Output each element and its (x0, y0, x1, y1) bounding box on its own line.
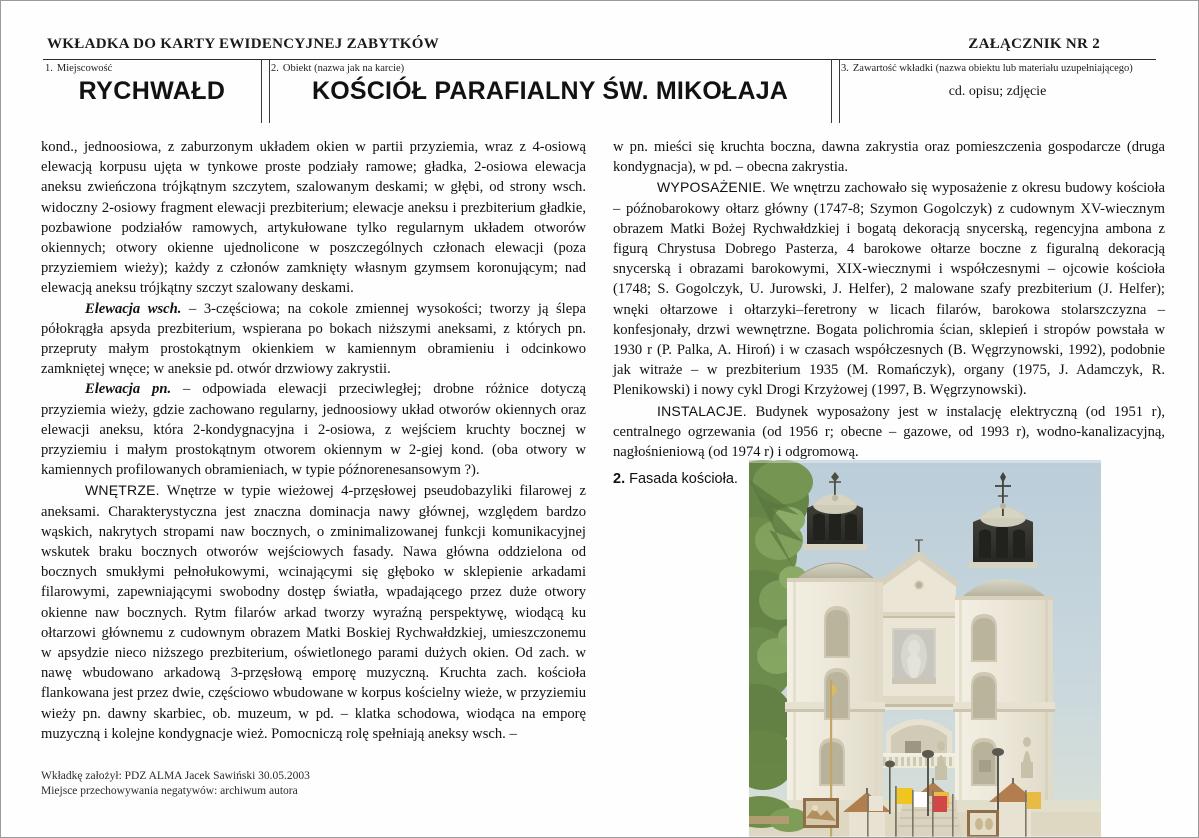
text-wnetrze: Wnętrze w typie wieżowej 4-przęsłowej pseudobazyliki filarowej z aneksami. Charakterystyczna jest znaczna dominacja nawy głównej, względem bardzo wąskich, nakrytych stropami naw bocznych, o zminimalizowanej funkcji komunikacyjnej wskutek braku bocznych otworów wejściowych fasady. Nawa główna oddzielona od bocznych smukłymi pełnołukowymi, wcinającymi się głęboko w sklepienie arkadami filarowymi, zapewniającymi swobodny dostęp światła, wpadającego przez duże otwory okienne naw bocznych. Rytm filarów arkad tworzy wyraźną perspektywę, wiodącą ku ołtarzowi głównemu z cudownym obrazem Matki Boskiej Rychwałdzkiej, umieszczonemu w apsydzie nieco niższego prezbiterium, oświetlonego parami dużych okien. Od zach. w nawę wbudowano arkadową 3-przęsłową emporę muzyczną. Kruchta zach. kościoła flankowana jest przez dwie, częściowo wbudowane w korpus kościelny wieże, w przyziemiu wieży pn. dawny skarbiec, ob. muzeum, w pd. – klatka schodowa, wiodąca na emporę muzyczną i kolejne kondygnacje wież. Pomocniczą rolę spełniają aneksy wsch. – (41, 483, 586, 742)
heading-wyposazenie: WYPOSAŻENIE. (657, 179, 766, 196)
attachment-number: ZAŁĄCZNIK NR 2 (968, 36, 1100, 52)
text-instalacje: Budynek wyposażony jest w instalację elektryczną (od 1951 r), centralnego ogrzewania (od 1956 r; obecne – gazowe, od 1993 r), wodno-kanalizacyjną, nagłośnieniową (od 1974 r) i odgromową. (613, 403, 1165, 461)
paragraph-wnetrze (41, 480, 586, 744)
cell-number-3: 3. (841, 63, 849, 74)
header-cell-object (269, 59, 831, 123)
paragraph-wyposazenie (613, 177, 1165, 400)
content-value: cd. opisu; zdjęcie (948, 84, 1047, 99)
paragraph-aneksy-continued: w pn. mieści się kruchta boczna, dawna zakrystia oraz pomieszczenia gospodarcze (druga kondygnacja), w pd. – obecna zakrystia. (613, 139, 1165, 176)
paragraph-elewacja-pn (41, 379, 586, 480)
cell-label-text-1: Miejscowość (56, 63, 113, 74)
photo-image (749, 460, 1101, 838)
left-text-column (41, 137, 586, 744)
paragraph-elewacja-wsch (41, 299, 586, 380)
heading-elewacja-wsch: Elewacja wsch. (85, 300, 182, 317)
text-elewacja-wsch: – 3-częściowa; na cokole zmiennej wysokości; tworzy ją ślepa półokrągła apsyda prezbiterium, wspierana po bokach niższymi aneksami, z których pn. przepruty małym prostokątnym okienkiem w kamiennym obramieniu i odcinkowo zamkniętej wnęce; w aneksie pd. otwór drzwiowy zakrystii. (41, 300, 586, 378)
footer-block (41, 769, 310, 799)
text-elewacja-pn: – odpowiada elewacji przeciwległej; drobne różnice dotyczą przyziemia wieży, gdzie zachowano regularny, jednoosiowy układ otworów okiennych oraz elewacji aneksu, która 2-kondygnacyjna i 2-osiowa, z wejściem kruchty bocznej w przyziemiu i małym prostokątnym otworem okiennym w 2-giej kond. (oba otwory w kamiennych profilowanych obramieniach, w typie późnorenesansowym ?). (41, 381, 586, 479)
cell-label-text-2: Obiekt (nazwa jak na karcie) (282, 63, 405, 74)
cell-number-2: 2. (271, 63, 279, 74)
photo-church-facade (749, 460, 1101, 838)
header-cell-content (839, 59, 1156, 123)
document-title: WKŁADKA DO KARTY EWIDENCYJNEJ ZABYTKÓW (47, 36, 440, 52)
header-titles (43, 36, 1156, 58)
cell-label-text-3: Zawartość wkładki (nazwa obiektu lub materiału uzupełniającego) (852, 63, 1133, 74)
header-table (43, 59, 1156, 123)
paragraph-instalacje (613, 401, 1165, 463)
locality-value: RYCHWAŁD (78, 77, 226, 105)
cell-label-content (839, 59, 1156, 74)
paragraph-facade-continued: kond., jednoosiowa, z zaburzonym układem okien w partii przyziemia, wraz z 4-osiową elewacją korpusu ujęta w tynkowe proste podziały ramowe; gładka, 2-osiowa elewacja aneksu zwieńczona trójkątnym szczytem, szalowanym deskami; w głębi, od strony wsch. widoczny 2-osiowy fragment elewacji prezbiterium; elewacje aneksu i prezbiterium gładkie, pozbawione podziałów ramowych, artykułowane tylko regularnym układem otworów okiennych; otwory okienne ujednolicone w poszczególnych członach elewacji (poza przyziemiem wieży); każdy z członów zamknięty własnym gzymsem koronującym; nad elewacją aneksu trójkątny szczyt szalowany deskami. (41, 139, 586, 297)
photo-caption-number: 2. (613, 471, 626, 487)
cell-label-object (269, 59, 831, 74)
photo-caption-text: Fasada kościoła. (629, 471, 738, 487)
cell-number-1: 1. (45, 63, 53, 74)
footer-author-line: Wkładkę założył: PDZ ALMA Jacek Sawiński 30.05.2003 (41, 770, 310, 782)
heading-elewacja-pn: Elewacja pn. (85, 381, 172, 398)
footer-negatives-line: Miejsce przechowywania negatywów: archiwum autora (41, 785, 298, 797)
cell-label-locality (43, 59, 261, 74)
table-vline-3 (831, 59, 832, 123)
header-cell-locality (43, 59, 261, 123)
text-wyposazenie: We wnętrzu zachowało się wyposażenie z okresu budowy kościoła – późnobarokowy ołtarz główny (1747-8; Szymon Gogolczyk) z cudownym XV-wiecznym obrazem Matki Bożej Rychwałdzkiej i bogatą dekoracją snycerską, regencyjna ambona z figurą Chrystusa Dobrego Pasterza, 4 barokowe ołtarze boczne z figuralną dekoracją snycerską i obrazami barokowymi, XIX-wiecznymi i współczesnymi – ojcowie kościoła (1748; S. Gogolczyk, U. Jurowski, J. Helfer), 2 malowane szafy prezbiterium (J. Helfer); wnęki ołtarzowe i ołtarzyki–feretrony w licach filarów, barokowa stolarszczyzna – konfesjonały, drzwi wewnętrzne. Bogata polichromia ścian, sklepień i stropów powstała w 1930 r (P. Palka, A. Hiroń) i w czasach współczesnych (B. Węgrzynowski, 1992), podobnie jak witraże – w prezbiterium 1935 (M. Romańczyk), organy (1975, J. Adamczyk, R. Plenikowski) i nowy cykl Drogi Krzyżowej (1997, B. Węgrzynowski). (613, 180, 1165, 399)
heading-wnetrze: WNĘTRZE. (85, 482, 160, 499)
photo-caption (613, 471, 738, 487)
right-text-column (613, 137, 1165, 462)
heading-instalacje: INSTALACJE. (657, 402, 747, 419)
table-vline-1 (261, 59, 262, 123)
object-value: KOŚCIÓŁ PARAFIALNY ŚW. MIKOŁAJA (311, 77, 789, 105)
